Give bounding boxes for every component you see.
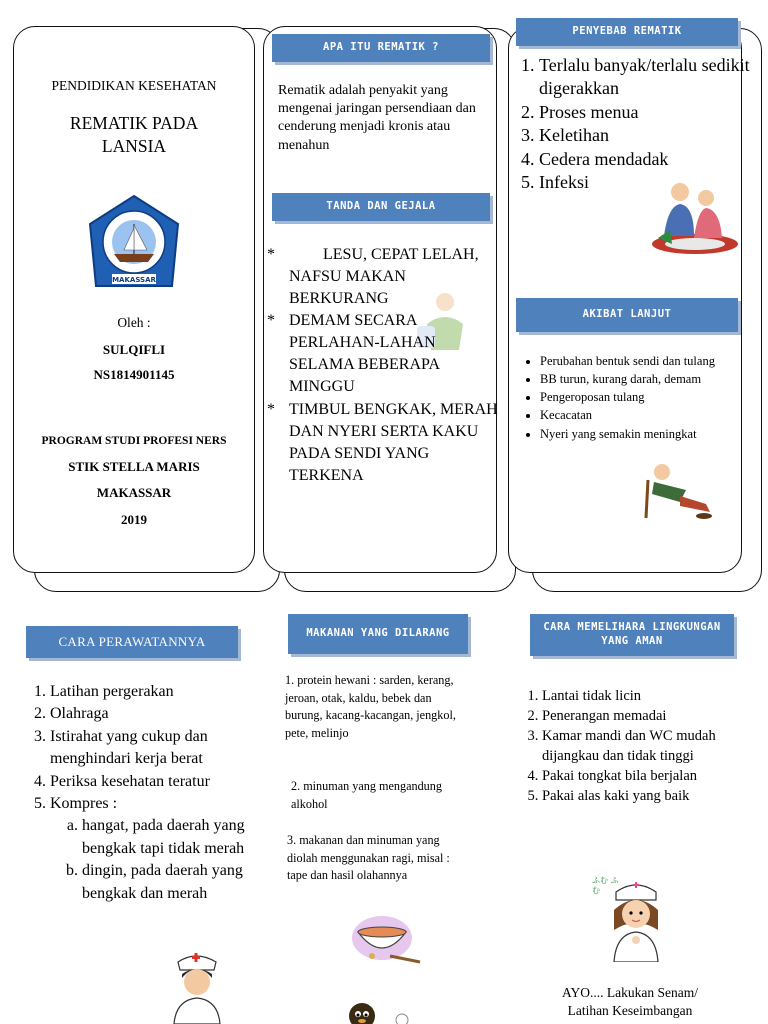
- cover-panel: [13, 26, 255, 573]
- care-item-compress: [50, 793, 266, 905]
- food-bowl-illustration: [346, 912, 426, 968]
- school-logo: [84, 194, 184, 288]
- care-item: Kompres :: [50, 794, 118, 812]
- safe-env-item: 4. Pakai tongkat bila berjalan: [542, 766, 732, 786]
- care-heading: CARA PERAWATANNYA: [26, 626, 238, 658]
- program-name: PROGRAM STUDI PROFESI NERS: [41, 435, 227, 447]
- care-list: [30, 681, 266, 905]
- causes-heading: PENYEBAB REMATIK: [516, 18, 738, 46]
- effect-item: • Pengeroposan tulang: [540, 388, 764, 406]
- forbidden-item: 1. protein hewani : sarden, kerang, jeroan, otak, kaldu, bebek dan burung, kacang-kacangan, jengkol, pete, melinjo: [285, 673, 456, 741]
- cause-item: 3. Keletihan: [539, 124, 765, 147]
- cause-item: 1. Terlalu banyak/terlalu sedikit digerakkan: [539, 54, 765, 101]
- elderly-couple-picnic-illustration: [650, 178, 740, 256]
- symptom-item-text: TIMBUL BENGKAK, MERAH DAN NYERI SERTA KAKU PADA SENDI YANG TERKENA: [289, 400, 498, 484]
- old-man-pain-illustration: [640, 460, 720, 520]
- nurse-thinking-bubble: ふむ ふむ: [592, 876, 619, 895]
- safe-env-item: 1. Lantai tidak licin: [542, 686, 732, 706]
- safe-env-item: 5. Pakai alas kaki yang baik: [542, 786, 732, 806]
- safe-env-heading: CARA MEMELIHARA LINGKUNGAN YANG AMAN: [530, 614, 734, 656]
- logo-bottom-text: MAKASSAR: [112, 276, 156, 284]
- symptom-item-text: LESU, CEPAT LELAH, NAFSU MAKAN BERKURANG: [289, 246, 479, 308]
- what-heading: APA ITU REMATIK ?: [272, 34, 490, 62]
- care-item: 4. Periksa kesehatan teratur: [50, 771, 266, 793]
- cause-item: 4. Cedera mendadak: [539, 148, 765, 171]
- cover-title: REMATIK PADA LANSIA: [69, 113, 199, 156]
- effect-item: • Perubahan bentuk sendi dan tulang: [540, 352, 764, 370]
- author-id: NS1814901145: [93, 367, 175, 382]
- forbidden-heading: MAKANAN YANG DILARANG: [288, 614, 468, 654]
- year: 2019: [121, 512, 147, 527]
- compress-sub-list: [50, 815, 266, 905]
- character-head-illustration: [346, 1000, 416, 1024]
- safe-env-item: 2. Penerangan memadai: [542, 706, 732, 726]
- effect-item: • BB turun, kurang darah, demam: [540, 370, 764, 388]
- what-body: Rematik adalah penyakit yang mengenai jaringan persendiaan dan cenderung menjadi kronis atau menahun: [278, 83, 476, 153]
- school-name: STIK STELLA MARIS: [68, 459, 200, 474]
- cover-kicker: PENDIDIKAN KESEHATAN: [51, 78, 217, 93]
- care-item: 1. Latihan pergerakan: [50, 681, 266, 703]
- safe-env-list: [524, 686, 732, 806]
- author-name: SULQIFLI: [102, 342, 166, 357]
- forbidden-item: 3. makanan dan minuman yang diolah menggunakan ragi, misal : tape dan hasil olahannya: [287, 833, 450, 883]
- forbidden-item: 2. minuman yang mengandung alkohol: [291, 779, 442, 811]
- exercise-call-to-action: AYO.... Lakukan Senam/ Latihan Keseimbangan: [562, 985, 698, 1019]
- care-item: 2. Olahraga: [50, 703, 266, 725]
- symptom-item: * TIMBUL BENGKAK, MERAH DAN NYERI SERTA KAKU PADA SENDI YANG TERKENA: [267, 399, 501, 487]
- compress-sub-item: b. dingin, pada daerah yang bengkak dan merah: [82, 860, 266, 905]
- effects-heading: AKIBAT LANJUT: [516, 298, 738, 332]
- compress-sub-item: a. hangat, pada daerah yang bengkak tapi tidak merah: [82, 815, 266, 860]
- safe-env-item: 3. Kamar mandi dan WC mudah dijangkau dan tidak tinggi: [542, 726, 732, 766]
- symptom-item: * DEMAM SECARA PERLAHAN-LAHAN SELAMA BEBERAPA MINGGU: [267, 310, 501, 398]
- city-name: MAKASSAR: [96, 485, 172, 500]
- symptoms-list: [267, 244, 501, 487]
- effect-item: • Kecacatan: [540, 406, 764, 424]
- cause-item: 5. Infeksi: [539, 171, 765, 194]
- causes-list: [517, 54, 765, 194]
- symptom-item: * LESU, CEPAT LELAH, NAFSU MAKAN BERKURANG: [267, 244, 501, 310]
- effects-list: [522, 352, 764, 443]
- symptoms-heading: TANDA DAN GEJALA: [272, 193, 490, 221]
- cause-item: 2. Proses menua: [539, 101, 765, 124]
- by-label: Oleh :: [117, 315, 151, 330]
- symptom-item-text: DEMAM SECARA PERLAHAN-LAHAN SELAMA BEBERAPA MINGGU: [289, 312, 440, 396]
- effect-item: • Nyeri yang semakin meningkat: [540, 425, 764, 443]
- thinking-nurse-illustration: [606, 876, 666, 962]
- care-item: 3. Istirahat yang cukup dan menghindari kerja berat: [50, 726, 266, 771]
- nurse-illustration: [160, 950, 232, 1024]
